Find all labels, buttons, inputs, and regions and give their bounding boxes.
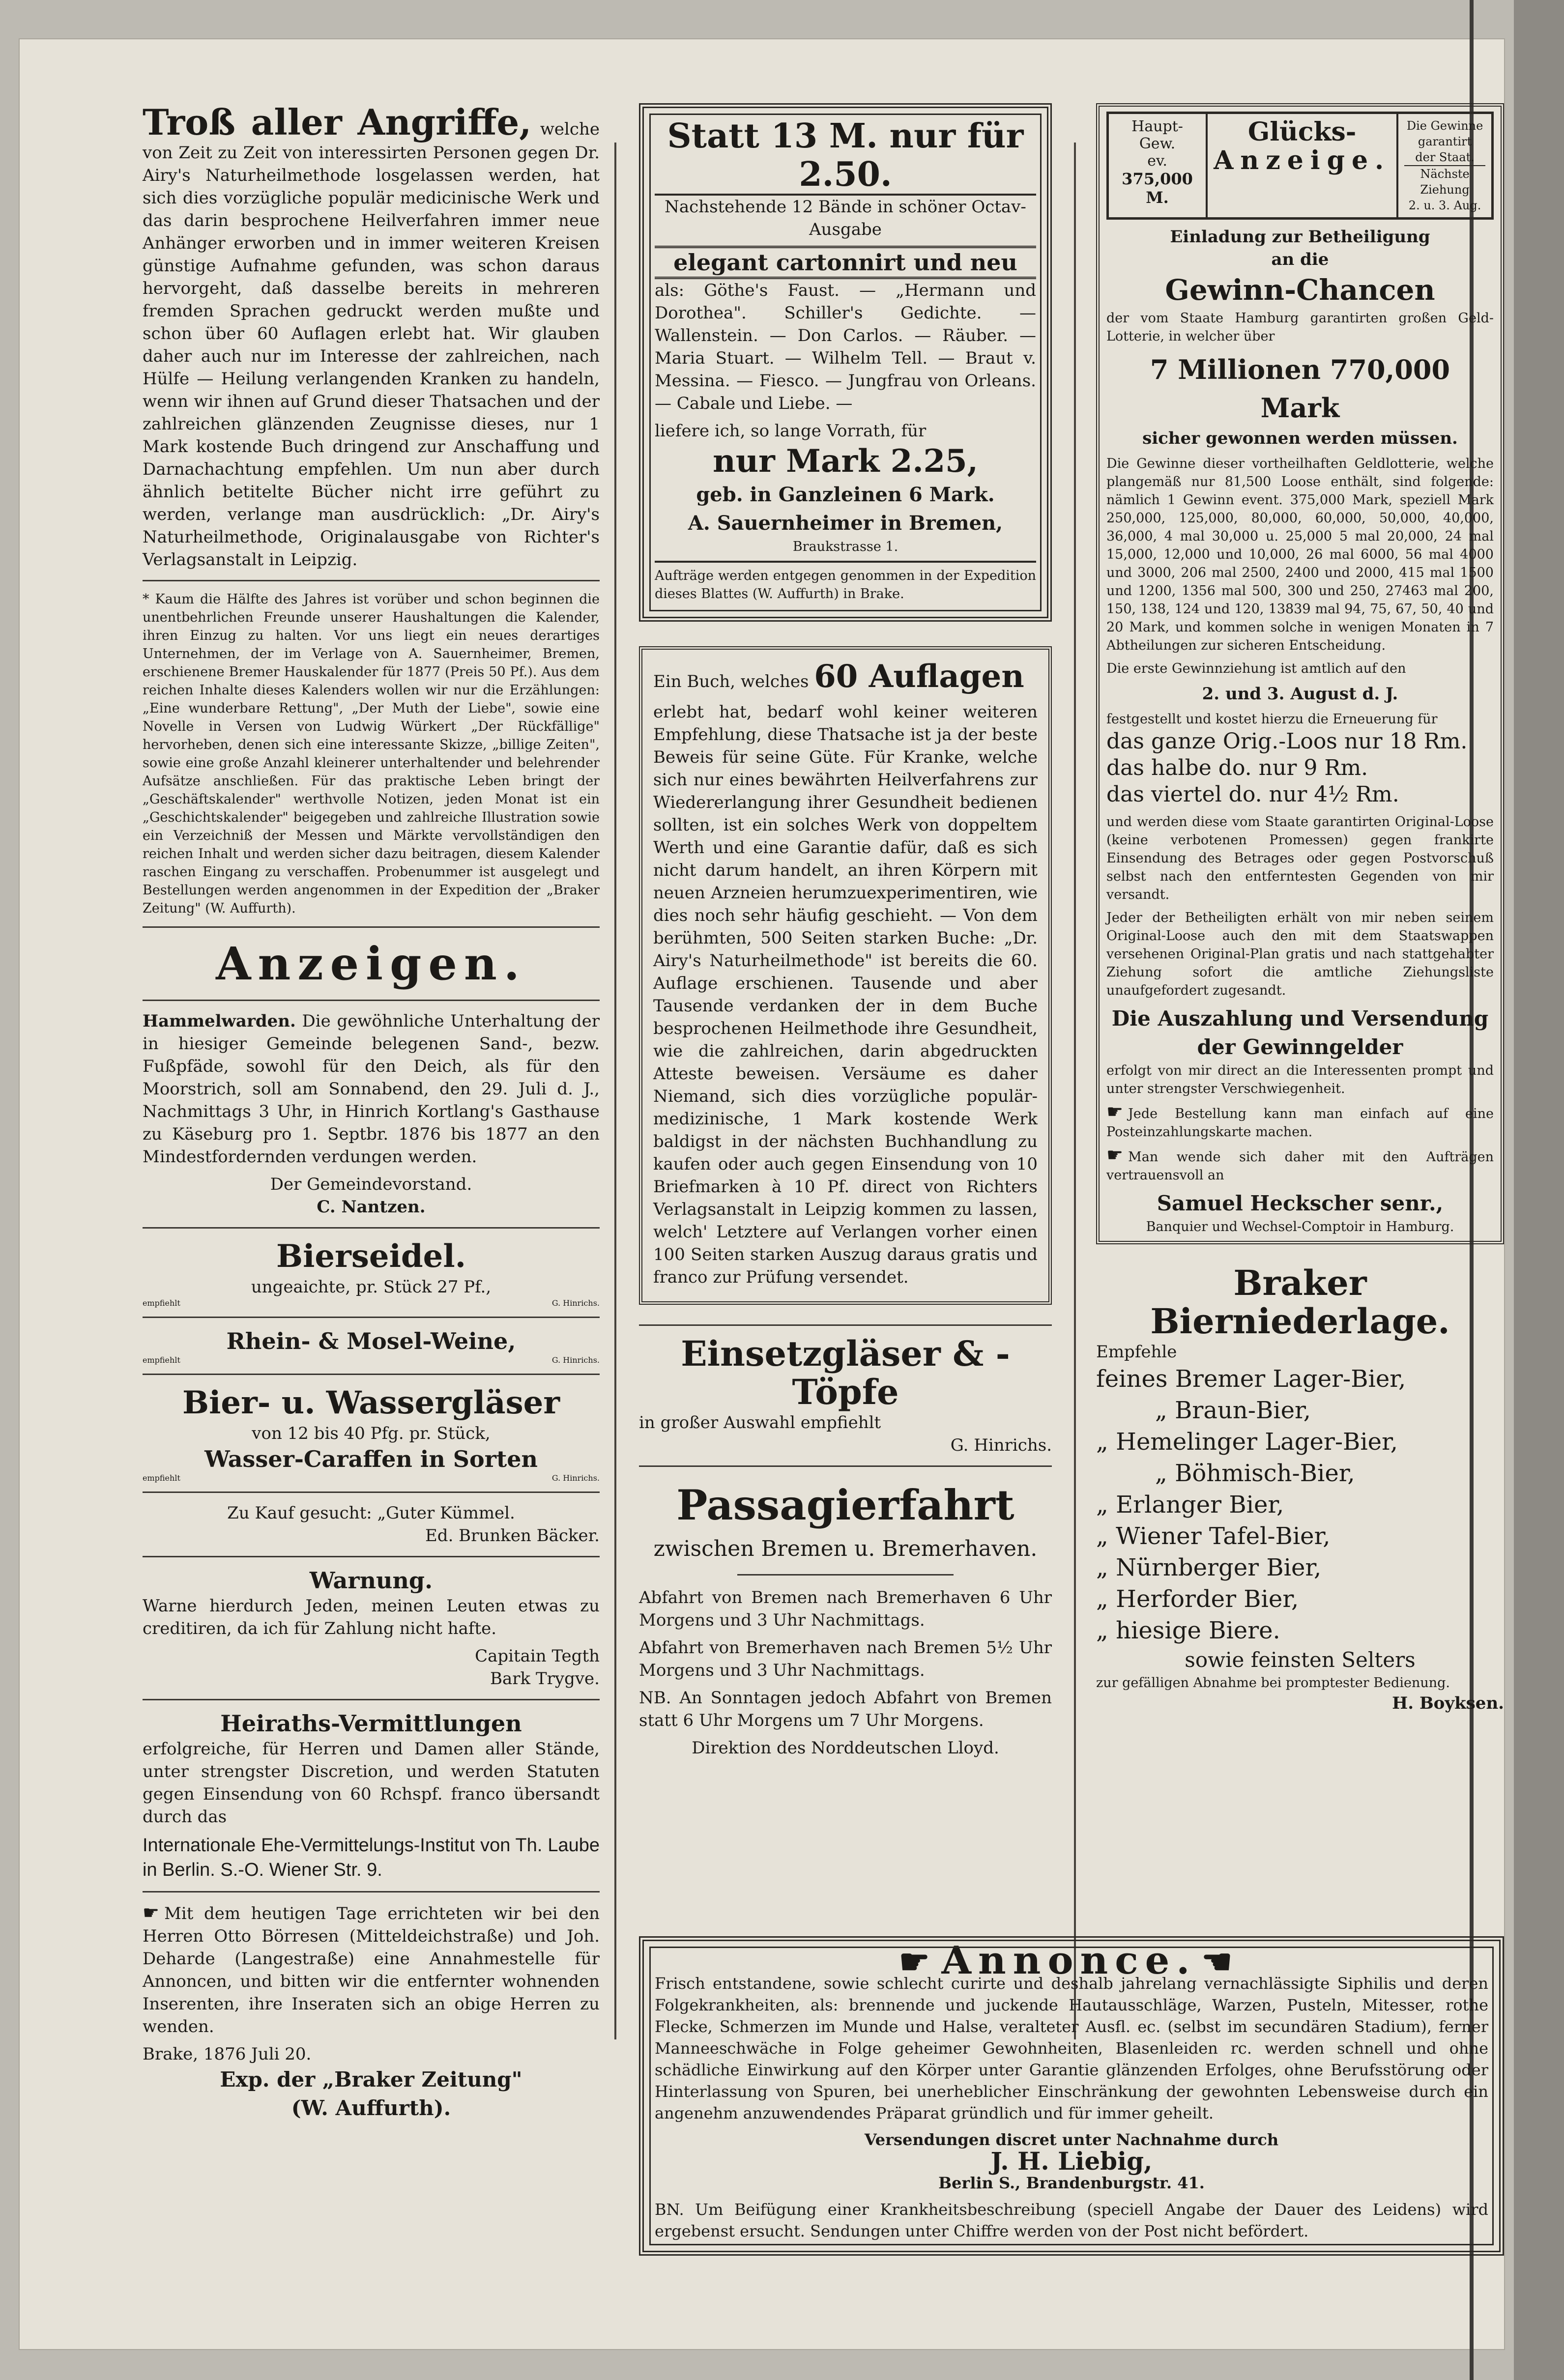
lotto-chancen: Gewinn-Chancen [1165,273,1435,307]
statt-line2: elegant cartonnirt und neu [655,246,1036,279]
annahme-sign1: Exp. der „Braker Zeitung" [220,2067,522,2092]
lotto-body2: Die erste Gewinnziehung ist amtlich auf den [1106,661,1406,676]
buch-ad [639,646,1052,1305]
buch-headline: 60 Auflagen [814,658,1024,695]
statt-liefere: liefere ich, so lange Vorrath, für [655,421,927,441]
glaeser-line: von 12 bis 40 Pfg. pr. Stück, [252,1424,491,1443]
lotto-line1: der vom Staate Hamburg garantirten großen Geld-Lotterie, in welcher über [1106,311,1494,344]
bierseidel-line: ungeaichte, pr. Stück 27 Pf., [251,1277,492,1297]
lotto-haupt3: 375,000 M. [1122,170,1193,207]
bier-item: „ Braun-Bier, [1155,1397,1311,1424]
annonce-address: Berlin S., Brandenburgstr. 41. [938,2174,1205,2192]
trotz-ad [143,103,600,571]
heirath-ad [143,1709,600,1882]
lotto-haupt2: ev. [1147,152,1167,170]
annonce-name: J. H. Liebig, [990,2147,1153,2176]
bier-item: „ Böhmisch-Bier, [1155,1460,1355,1487]
einsetz-name: G. Hinrichs. [950,1435,1052,1455]
lotto-price1: das ganze Orig.-Loos nur 18 Rm. [1106,729,1468,754]
lotto-bestellung: Jede Bestellung kann man einfach auf eine Posteinzahlungskarte machen. [1106,1106,1494,1140]
heirath-institute: Internationale Ehe-Vermittelungs-Institut von Th. Laube in Berlin. S.-O. Wiener Str. 9. [143,1835,600,1880]
divider [143,926,600,928]
bier-title: Braker Bierniederlage. [1150,1262,1450,1342]
divider [143,1556,600,1557]
hammel-sign2: C. Nantzen. [317,1197,426,1217]
lotto-gew3: der Staat. [1415,150,1475,164]
lotto-price3: das viertel do. nur 4½ Rm. [1106,782,1399,807]
statt-price: nur Mark 2.25, [713,443,978,480]
annonce-bn: BN. Um Beifügung einer Krankheitsbeschreibung (speciell Angabe der Dauer des Leidens) wird ergebenst ersucht. Sendungen unter Chiffre werden von der Post nicht befördert. [655,2200,1488,2240]
kuemmel-name: Ed. Brunken Bäcker. [425,1526,600,1546]
kuemmel-text: Zu Kauf gesucht: „Guter Kümmel. [227,1503,515,1523]
kalender-notice: * Kaum die Hälfte des Jahres ist vorüber und schon beginnen die unentbehrlichen Freunde unserer Haushaltungen die Kalender, ihren Einzug zu halten. Vor uns liegt ein neues derartiges Unternehmen, der im Verlage von A. Sauernheimer, Bremen, erschienene Bremer Hauskalender für 1877 (Preis 50 Pf.). Aus dem reichen Inhalte dieses Kalenders wollen wir nur die Erzählungen: „Eine wunderbare Rettung", „Der Muth der Liebe", sowie eine Novelle in Versen von Ludwig Würkert „Der Rückfällige" hervorheben, denen sich eine interessante Skizze, „billige Zeiten", sowie eine große Anzahl kleinerer unterhaltender und belehrender Aufsätze anschließen. Für das praktische Leben bringt der „Geschäftskalender" werthvolle Notizen, jeden Monat ist ein „Geschichtskalender" beigegeben und zahlreiche Illustration sowie ein Verzeichniß der Messen und Märkte vervollständigen den reichen Inhalt und werden sicher dazu beitragen, diesem Kalender raschen Eingang zu verschaffen. Probenummer ist ausgelegt und Bestellungen werden angenommen in der Expedition der „Braker Zeitung" (W. Auffurth). [143,592,600,916]
bier-item: „ Hemelinger Lager-Bier, [1096,1428,1398,1456]
lotto-gew2: garantirt [1418,135,1472,148]
bier-selters: sowie feinsten Selters [1185,1648,1416,1672]
annonce-ad [639,1936,1504,2256]
divider [143,1227,600,1229]
bierseidel-ad [143,1237,600,1308]
passagier-sign: Direktion des Norddeutschen Lloyd. [692,1738,999,1758]
statt-gebunden: geb. in Ganzleinen 6 Mark. [696,483,995,506]
buch-body: erlebt hat, bedarf wohl keiner weiteren Empfehlung, diese Thatsache ist ja der beste Beweis für seine Güte. Für Kranke, welche sich nur eines bewährten Heilverfahrens zur Wiedererlangung ihrer Gesundheit bedienen sollten, ist ein solches Werk von doppeltem Werth und eine Garantie dafür, daß es sich nicht darum handelt, an ihren Körpern mit neuen Arzneien herumzuexperimentiren, wie dies noch sehr häufig geschieht. — Von dem berühmten, 500 Seiten starken Buche: „Dr. Airy's Naturheilmethode" ist bereits die 60. Auflage erschienen. Tausende und aber Tausende verdanken der in dem Buche besprochenen Heilmethode ihre Gesundheit, wie die zahlreichen, darin abgedruckten Atteste beweisen. Versäume es daher Niemand, sich dies vorzügliche populär-medizinische, 1 Mark kostende Werk baldigst in der nächsten Buchhandlung zu kaufen oder auch gegen Einsendung von 10 Briefmarken à 10 Pf. direct von Richters Verlagsanstalt in Leipzig kommen zu lassen, welch' Letztere auf Verlangen vorher einen 100 Seiten starken Auszug daraus gratis und franco zur Prüfung versendet. [653,702,1038,1287]
lotto-sicher: sicher gewonnen werden müssen. [1142,429,1458,448]
passagier-subtitle: zwischen Bremen u. Bremerhaven. [653,1536,1038,1561]
heirath-body: erfolgreiche, für Herren und Damen aller Stände, unter strengster Discretion, und werden Statuten gegen Einsendung von 60 Rchspf. franco übersandt durch das [143,1739,600,1827]
glaeser-name: G. Hinrichs. [551,1473,600,1483]
anzeigen-title: Anzeigen. [216,937,526,990]
warnung-body: Warne hierdurch Jeden, meinen Leuten etwas zu creditiren, da ich für Zahlung nicht hafte. [143,1596,600,1638]
divider [143,1000,600,1001]
lotto-gew1: Die Gewinne [1406,119,1483,133]
glaeser-empf: empfiehlt [143,1473,180,1483]
pointing-hand-icon: ☛ [143,1902,160,1923]
annahme-ad [143,1901,600,2122]
pointing-hand-icon: ☛ [1106,1144,1124,1166]
annahme-date: Brake, 1876 Juli 20. [143,2044,312,2064]
lotto-header [1106,112,1494,220]
lotto-name: Samuel Heckscher senr., [1157,1191,1444,1215]
bier-name: H. Boyksen. [1392,1693,1504,1713]
bierseidel-name: G. Hinrichs. [551,1298,600,1308]
passagier-ad [639,1476,1052,1759]
annahme-sign2: (W. Auffurth). [291,2096,451,2120]
annonce-versand: Versendungen discret unter Nachnahme durch [864,2130,1279,2149]
divider [143,1374,600,1375]
bier-item: „ hiesige Biere. [1096,1617,1280,1644]
bierseidel-empf: empfiehlt [143,1298,180,1308]
hammel-sign1: Der Gemeindevorstand. [270,1175,472,1194]
lotto-body5: Jeder der Betheiligten erhält von mir neben seinem Original-Loose auch den mit dem Staatswappen versehenen Original-Plan gratis und nach stattgehabter Ziehung sofort die amtliche Ziehungsliste unaufgefordert zugesandt. [1106,910,1494,998]
column-1 [143,103,600,2122]
statt-street: Braukstrasse 1. [792,539,898,554]
lotto-price2: das halbe do. nur 9 Rm. [1106,755,1368,780]
buch-lead: Ein Buch, welches [653,672,809,691]
divider [639,1465,1052,1467]
divider [143,1699,600,1700]
warnung-ad [143,1566,600,1690]
lotto-body3: festgestellt und kostet hierzu die Erneuerung für [1106,712,1438,727]
einsetz-line: in großer Auswahl empfiehlt [639,1413,881,1433]
warnung-sign2: Bark Trygve. [490,1669,600,1689]
bier-item: „ Herforder Bier, [1096,1585,1299,1613]
hammelwarden-ad [143,1010,600,1218]
lotto-gluecks2: Anzeige. [1214,145,1391,175]
divider [737,1574,954,1576]
lotto-auszahlung1: Die Auszahlung und Versendung [1111,1006,1489,1031]
heirath-title: Heiraths-Vermittlungen [220,1710,522,1737]
statt-orders: Aufträge werden entgegen genommen in der Expedition dieses Blattes (W. Auffurth) in Brake. [655,561,1036,603]
warnung-sign1: Capitain Tegth [475,1646,600,1666]
column-rule-1 [614,143,616,2039]
bier-item: feines Bremer Lager-Bier, [1096,1365,1406,1393]
weine-name: G. Hinrichs. [551,1355,600,1365]
lotto-wende: Man wende sich daher mit den Aufträgen vertrauensvoll an [1106,1149,1494,1183]
weine-title: Rhein- & Mosel-Weine, [226,1328,516,1354]
annonce-body: Frisch entstandene, sowie schlecht curirte und deshalb jahrelang vernachlässigte Siphilis und deren Folgekrankheiten, als: brennende und juckende Hautausschläge, Warzen, Pusteln, Mitesser, rothe Flecke, Schmerzen im Munde und Halse, veralteter Ausfl. ec. (selbst im secundären Stadium), ferner Manneeschwäche in Folge geheimer Gewohnheiten, Blasenleiden rc. werden schnell und ohne schädliche Einwirkung auf den Körper unter Garantie glänzenden Erfolges, ohne Berufsstörung oder Hinterlassung von Spuren, bei unerheblicher Einschränkung der gewohnten Lebensweise durch ein angenehm anzuwendendes Präparat gründlich und für immer geheilt. [655,1974,1488,2122]
column-2 [639,103,1052,1764]
trotz-heading: Troß aller Angriffe, [143,101,532,143]
hammel-lead: Hammelwarden. [143,1011,296,1031]
trotz-body: welche von Zeit zu Zeit von interessirten Personen gegen Dr. Airy's Naturheilmethode losgelassen werden, hat sich dies vorzügliche populär medicinische Werk und das darin besprochene Heilverfahren immer neue Anhänger erworben und in immer weiteren Kreisen günstige Aufnahme gefunden, was schon daraus hervorgeht, daß dasselbe bereits in mehreren fremden Sprachen gedruckt werden mußte und schon über 60 Auflagen erlebt hat. Wir glauben daher auch nur im Interesse der zahlreichen, nach Hülfe — Heilung verlangenden Kranken zu handeln, wenn wir ihnen auf Grund dieser Thatsachen und der zahlreichen glänzenden Zeugnisse dieses, nur 1 Mark kostende Buch dringend zur Anschaffung und Darnachachtung empfehlen. Um nun aber durch ähnlich betitelte Bücher nicht irre geführt zu werden, verlange man ausdrücklich: „Dr. Airy's Naturheilmethode, Originalausgabe von Richter's Verlagsanstalt in Leipzig. [143,119,600,570]
column-3 [1096,103,1504,1720]
bier-intro: Empfehle [1096,1342,1177,1362]
statt-ad [639,103,1052,622]
bier-item: „ Wiener Tafel-Bier, [1096,1522,1331,1550]
column-rule-2 [1074,143,1076,2039]
lotto-einladung2: an die [1271,250,1329,269]
lotto-body4: und werden diese vom Staate garantirten Original-Loose (keine verbotenen Promessen) gegen frankirte Einsendung des Betrages oder gegen Postvorschuß selbst nach den entferntesten Gegenden von mir versandt. [1106,814,1494,902]
pointing-hand-icon: ☛ [1106,1101,1124,1122]
statt-headline: Statt 13 M. nur für 2.50. [655,117,1036,196]
einsetz-ad [639,1335,1052,1457]
annonce-box [639,1936,1504,2256]
passagier-line2: Abfahrt von Bremerhaven nach Bremen 5½ Uhr Morgens und 3 Uhr Nachmittags. [639,1638,1052,1680]
lotto-gluecks1: Glücks- [1247,117,1357,147]
bier-item: „ Nürnberger Bier, [1096,1554,1322,1581]
bier-item: „ Erlanger Bier, [1096,1491,1284,1519]
lotto-millionen: 7 Millionen 770,000 Mark [1150,354,1450,424]
weine-ad [143,1327,600,1365]
annahme-body: Mit dem heutigen Tage errichteten wir bei den Herren Otto Börresen (Mitteldeichstraße) und Joh. Deharde (Langestraße) eine Annahmestelle für Annoncen, und bitten wir die entfernter wohnenden Inserenten, ihre Inseraten sich an obige Herren zu wenden. [143,1904,600,2036]
lotto-ad [1096,103,1504,1244]
bierseidel-title: Bierseidel. [276,1238,466,1275]
divider [639,1324,1052,1326]
lotto-date: 2. und 3. August d. J. [1202,684,1398,704]
lotto-gew4: Nächste Ziehung [1404,165,1485,198]
lotto-einladung1: Einladung zur Betheiligung [1170,227,1430,247]
statt-works: als: Göthe's Faust. — „Hermann und Dorothea". Schiller's Gedichte. — Wallenstein. — Don Carlos. — Räuber. — Maria Stuart. — Wilhelm Tell. — Braut v. Messina. — Fiesco. — Jungfrau von Orleans. — Cabale und Liebe. — [655,281,1036,413]
hammel-body: Die gewöhnliche Unterhaltung der in hiesiger Gemeinde belegenen Sand-, bezw. Fußpfäde, sowohl für den Deich, als für den Moorstrich, soll am Sonnabend, den 29. Juli d. J., Nachmittags 3 Uhr, in Hinrich Kortlang's Gasthause zu Käseburg pro 1. Septbr. 1876 bis 1877 an den Mindestfordernden verdungen werden. [143,1011,600,1167]
bier-footer: zur gefälligen Abnahme bei promptester Bedienung. [1096,1675,1450,1691]
warnung-title: Warnung. [309,1567,433,1594]
annonce-title: Annonce. [941,1938,1197,1983]
lotto-body1: Die Gewinne dieser vortheilhaften Geldlotterie, welche plangemäß nur 81,500 Loose enthält, sind folgende: nämlich 1 Gewinn event. 375,000 Mark, speziell Mark 250,000, 125,000, 80,000, 60,000, 50,000, 40,000, 36,000, 4 mal 30,000 u. 25,000 5 mal 20,000, 24 mal 15,000, 12,000 und 10,000, 26 mal 6000, 56 mal 4000 und 3000, 206 mal 2500, 2400 und 2000, 415 mal 1500 und 1200, 1356 mal 500, 300 und 250, 27463 mal 200, 150, 138, 124 und 120, 13839 mal 94, 75, 67, 50, 40 und 20 Mark, und kommen solche in wenigen Monaten in 7 Abtheilungen zur sicheren Entscheidung. [1106,456,1494,653]
weine-empf: empfiehlt [143,1355,180,1365]
book-binding [1514,0,1564,2380]
bier-list [1096,1363,1504,1646]
kuemmel-ad [143,1502,600,1547]
einsetz-title: Einsetzgläser & -Töpfe [681,1333,1010,1412]
lotto-gew5: 2. u. 3. Aug. [1408,199,1481,212]
bier-ad [1096,1264,1504,1715]
pointing-hand-icon: ☛ [898,1941,937,1982]
lotto-firm: Banquier und Wechsel-Comptoir in Hamburg. [1146,1219,1454,1234]
passagier-title: Passagierfahrt [676,1481,1014,1529]
divider [143,1491,600,1493]
glaeser-ad [143,1384,600,1483]
statt-seller: A. Sauernheimer in Bremen, [688,512,1003,535]
glaeser-sub: Wasser-Caraffen in Sorten [204,1446,538,1472]
lotto-body6: erfolgt von mir direct an die Interessenten prompt und unter strengster Verschwiegenheit. [1106,1063,1494,1096]
glaeser-title: Bier- u. Wassergläser [182,1384,560,1421]
divider [143,1317,600,1318]
lotto-auszahlung2: der Gewinngelder [1197,1035,1403,1059]
divider [143,1891,600,1893]
divider [143,580,600,581]
passagier-nb-label: NB. [639,1688,671,1708]
passagier-line1: Abfahrt von Bremen nach Bremerhaven 6 Uhr Morgens und 3 Uhr Nachmittags. [639,1588,1052,1630]
lotto-haupt1: Haupt-Gew. [1131,118,1183,152]
pointing-hand-icon: ☚ [1201,1941,1240,1982]
statt-line1: Nachstehende 12 Bände in schöner Octav-Ausgabe [665,197,1026,239]
passagier-nb: An Sonntagen jedoch Abfahrt von Bremen statt 6 Uhr Morgens um 7 Uhr Morgens. [639,1688,1052,1730]
